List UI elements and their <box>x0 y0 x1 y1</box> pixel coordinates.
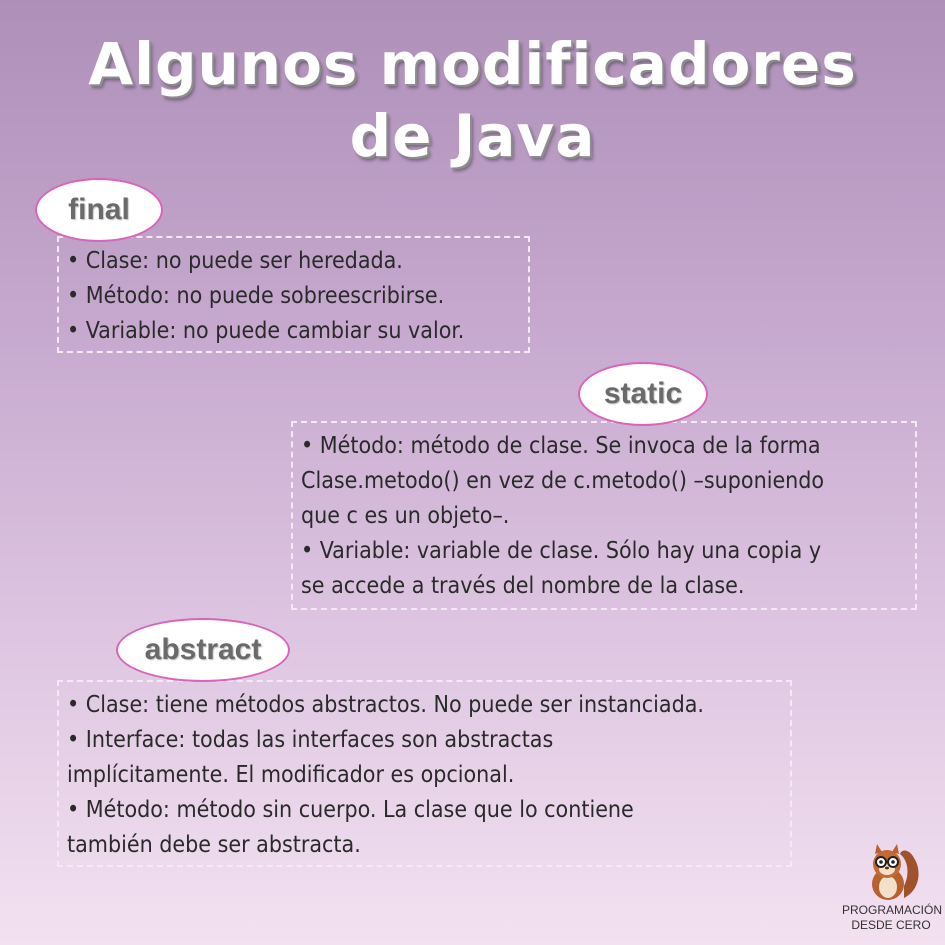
title-line-1: Algunos modificadores <box>88 30 857 98</box>
abstract-line-3: implícitamente. El modificador es opcional. <box>67 762 515 788</box>
final-description-box <box>57 236 530 353</box>
static-label-bubble: static <box>578 362 708 426</box>
static-description-box <box>291 421 917 610</box>
final-line-2: • Método: no puede sobreescribirse. <box>67 283 445 309</box>
abstract-description-box <box>57 680 792 867</box>
abstract-label-bubble: abstract <box>116 618 290 682</box>
final-label-bubble: final <box>35 178 163 242</box>
page-title <box>0 28 945 172</box>
abstract-line-2: • Interface: todas las interfaces son abstractas <box>67 727 554 753</box>
brand-logo <box>842 840 943 940</box>
brand-logo-line-1: PROGRAMACIÓN <box>842 903 943 917</box>
abstract-line-4: • Método: método sin cuerpo. La clase que lo contiene <box>67 797 634 823</box>
abstract-line-1: • Clase: tiene métodos abstractos. No puede ser instanciada. <box>67 692 704 718</box>
static-line-2: Clase.metodo() en vez de c.metodo() –suponiendo <box>301 468 825 494</box>
final-line-3: • Variable: no puede cambiar su valor. <box>67 318 465 344</box>
title-line-2: de Java <box>349 102 596 170</box>
brand-logo-text <box>842 903 943 933</box>
static-line-3: que c es un objeto–. <box>301 503 510 529</box>
final-line-1: • Clase: no puede ser heredada. <box>67 248 403 274</box>
static-line-4: • Variable: variable de clase. Sólo hay una copia y <box>301 538 822 564</box>
static-line-5: se accede a través del nombre de la clase. <box>301 573 745 599</box>
abstract-line-5: también debe ser abstracta. <box>67 832 361 858</box>
squirrel-with-glasses-icon <box>860 840 922 902</box>
brand-logo-line-2: DESDE CERO <box>851 918 931 932</box>
static-line-1: • Método: método de clase. Se invoca de la forma <box>301 433 821 459</box>
